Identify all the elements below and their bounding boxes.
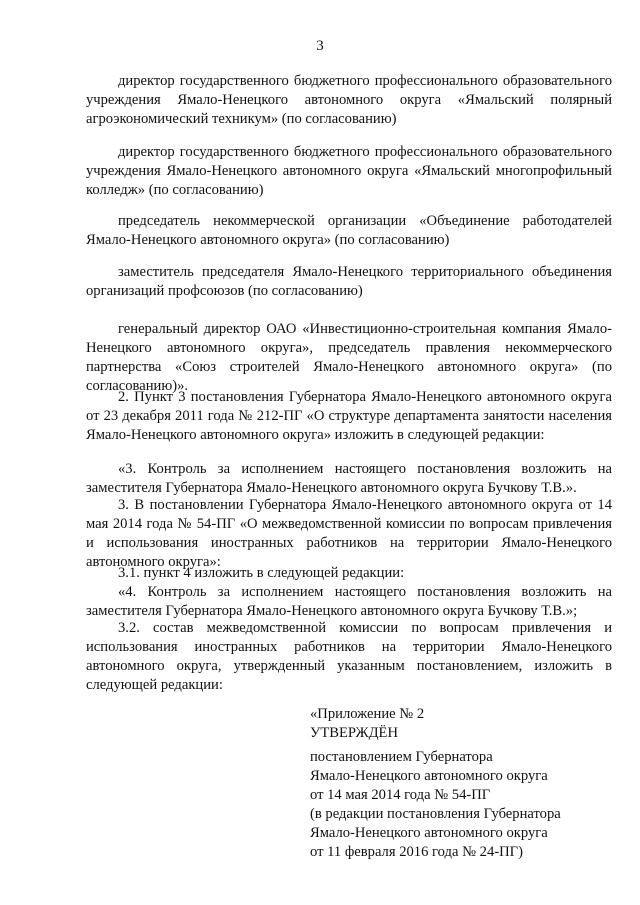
appendix-reference	[310, 748, 610, 862]
member-entry: председатель некоммерческой организации «Объединение работодателей Ямало-Ненецкого автономного округа» (по согласованию)	[86, 213, 612, 248]
member-entry: директор государственного бюджетного профессионального образовательного учреждения Ямало-Ненецкого автономного округа «Ямальский полярный агроэкономический техникум» (по согласованию)	[86, 73, 612, 127]
body-paragraph: «4. Контроль за исполнением настоящего постановления возложить на заместителя Губернатора Ямало-Ненецкого автономного округа Бучкову Т.В.»;	[86, 584, 612, 619]
body-paragraph: «3. Контроль за исполнением настоящего постановления возложить на заместителя Губернатора Ямало-Ненецкого автономного округа Бучкову Т.В.».	[86, 461, 612, 496]
appendix-line: от 11 февраля 2016 года № 24-ПГ)	[310, 844, 523, 860]
body-paragraph: 3.1. пункт 4 изложить в следующей редакции:	[118, 565, 405, 581]
appendix-approved: УТВЕРЖДЁН	[310, 725, 398, 741]
appendix-header	[310, 705, 610, 743]
appendix-line: Ямало-Ненецкого автономного округа	[310, 768, 548, 784]
member-entry: заместитель председателя Ямало-Ненецкого территориального объединения организаций профсоюзов (по согласованию)	[86, 264, 612, 299]
body-paragraph: 3. В постановлении Губернатора Ямало-Ненецкого автономного округа от 14 мая 2014 года № 54-ПГ «О межведомственной комиссии по вопросам привлечения и использования иностранных работников на территории Ямало-Ненецкого автономного округа»:	[86, 497, 612, 570]
appendix-line: Ямало-Ненецкого автономного округа	[310, 825, 548, 841]
appendix-line: (в редакции постановления Губернатора	[310, 806, 561, 822]
appendix-line: постановлением Губернатора	[310, 749, 493, 765]
body-paragraph: 3.2. состав межведомственной комиссии по вопросам привлечения и использования иностранных работников на территории Ямало-Ненецкого автономного округа, утвержденный указанным постановлением, изложить в следующей редакции:	[86, 620, 612, 693]
appendix-title: «Приложение № 2	[310, 706, 425, 722]
member-entry: директор государственного бюджетного профессионального образовательного учреждения Ямало-Ненецкого автономного округа «Ямальский многопрофильный колледж» (по согласованию)	[86, 144, 612, 198]
appendix-line: от 14 мая 2014 года № 54-ПГ	[310, 787, 491, 803]
body-paragraph: 2. Пункт 3 постановления Губернатора Ямало-Ненецкого автономного округа от 23 декабря 2011 года № 212-ПГ «О структуре департамента занятости населения Ямало-Ненецкого автономного округа» изложить в следующей редакции:	[86, 389, 612, 443]
member-entry: генеральный директор ОАО «Инвестиционно-строительная компания Ямало-Ненецкого автономного округа», председатель правления некоммерческого партнерства «Союз строителей Ямало-Ненецкого автономного округа» (по согласованию)».	[86, 321, 612, 394]
page-number: 3	[316, 38, 324, 54]
